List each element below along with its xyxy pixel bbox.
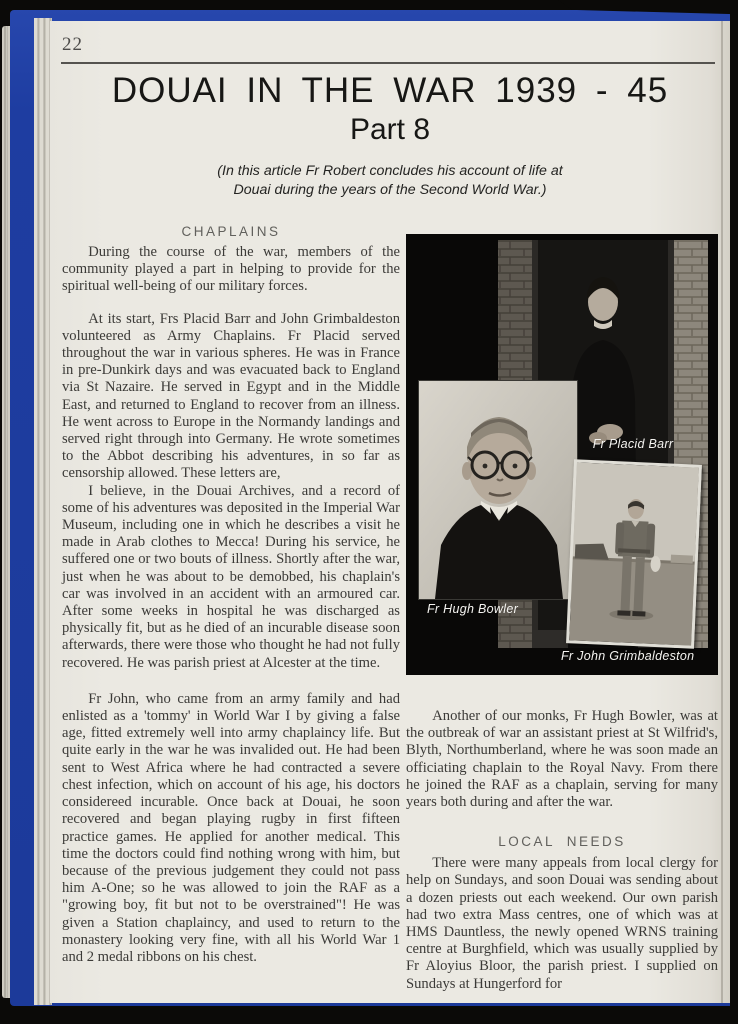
paragraph-hugh-bowler: Another of our monks, Fr Hugh Bowler, was at the outbreak of war an assistant priest at St Wilfrid's, Blyth, Northumberland, where he was soon made an officiating chaplain to the Royal Navy. From there he joined the RAF as a chaplain, serving for many years both during and after the war. [406,708,718,811]
article-intro-line-2: Douai during the years of the Second World War.) [233,182,547,198]
magazine-page [50,21,730,1003]
photo-fr-john-grimbaldeston [566,459,702,648]
paragraph-chaplains-1: During the course of the war, members of the community played a part in helping to provide for the spiritual well-being of our military forces. [62,244,400,295]
paragraph-chaplains-3: I believe, in the Douai Archives, and a record of some of his adventures was deposited in the Imperial War Museum, including one in which he describes a visit he made in Arab clothes to Mecca! During his service, he suffered one or two bouts of illness. Shortly after the war, just when he was about to be demobbed, his chaplain's car was involved in an accident with an armoured car. After some weeks in hospital he was discharged as physically fit, but as he died of an incurable disease soon afterwards, there were those who thought he had not fully recovered. He was parish priest at Alcester at the time. [62,482,400,671]
article-intro [50,162,730,200]
caption-fr-hugh-bowler: Fr Hugh Bowler [427,602,519,616]
page-number: 22 [62,34,83,55]
article-intro-line-1: (In this article Fr Robert concludes his account of life at [217,163,563,179]
right-column [406,708,718,993]
paragraph-chaplains-2: At its start, Frs Placid Barr and John Grimbaldeston volunteered as Army Chaplains. Fr Placid served throughout the war in various spheres. He was in France in pre-Dunkirk days and was evacuated back to England via St Nazaire. He served in Egypt and in the Middle East, and returned to England to recover from an illness. He went across to Europe in the Normandy landings and served right through into Germany. He wrote sometimes to the Abbot describing his adventures, in so far as censorship allowed. These letters are, [62,310,400,482]
photo-panel [406,234,718,675]
article-title: DOUAI IN THE WAR 1939 - 45 [111,71,669,110]
section-heading-chaplains: CHAPLAINS [181,224,281,239]
paragraph-chaplains-4: Fr John, who came from an army family and had enlisted as a 'tommy' in World War I by giving a false age, fitted extremely well into army chaplaincy life. But quite early in the war he was invalided out. He had been sent to West Africa where he had contracted a severe chest infection, which on account of his age, his doctors considereed incurable. Once back at Douai, he soon recovered and began playing rugby in first fifteen practice games. He applied for another medical. This time the doctors could find nothing wrong with him, but because of the previous judgement they could not pass him A-One; so he was allowed to join the RAF as a "growing boy, fit but not to be overstrained"! He was given a Station chaplaincy, and used to return to the monastery looking very fine, with all his World War 1 and 2 medal ribbons on his chest. [62,690,400,965]
photo-fr-hugh-bowler [419,381,577,599]
article-subtitle: Part 8 [349,113,431,146]
header-rule [61,62,715,64]
caption-fr-john-grimbaldeston: Fr John Grimbaldeston [561,649,695,663]
left-column [62,224,400,966]
caption-fr-placid-barr: Fr Placid Barr [592,437,674,451]
paragraph-local-needs-1: There were many appeals from local clergy for help on Sundays, and soon Douai was sending about a dozen priests out each weekend. Our own parish had two extra Mass centres, one of which was at HMS Dauntless, the newly opened WRNS training centre at Burghfield, which was usually supplied by Fr Aloyius Bloor, the parish priest. I supplied on Sundays at Hungerford for [406,855,718,992]
section-heading-local-needs: LOCAL NEEDS [498,834,626,850]
